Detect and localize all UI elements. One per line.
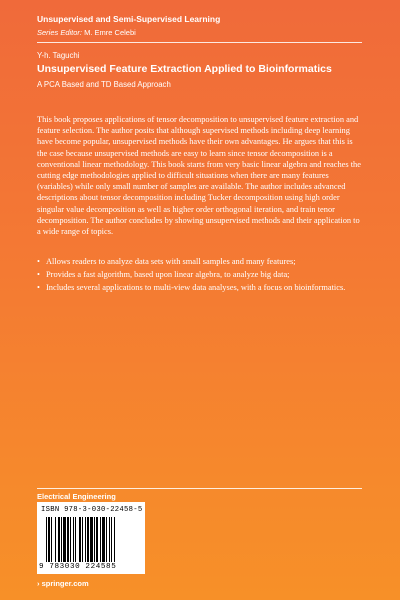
divider	[37, 488, 362, 489]
subject-category: Electrical Engineering	[37, 492, 116, 501]
book-author: Y-h. Taguchi	[37, 51, 80, 60]
barcode	[37, 502, 145, 574]
publisher-link[interactable]: › springer.com	[37, 579, 89, 588]
series-editor-label: Series Editor:	[37, 28, 83, 37]
series-editor-name: M. Emre Celebi	[84, 28, 136, 37]
book-subtitle: A PCA Based and TD Based Approach	[37, 80, 171, 89]
feature-item	[37, 269, 363, 280]
feature-text: Allows readers to analyze data sets with small samples and many features;	[46, 257, 296, 266]
bullet-icon: •	[37, 283, 40, 293]
bullet-icon: •	[37, 257, 40, 266]
barcode-digits: 9 783030 224585	[39, 563, 117, 571]
book-description: This book proposes applications of tensor decomposition to unsupervised feature extraction and feature selection. The author posits that although supervised methods including deep learning have become popular, unsupervised methods have their own advantages. He argues that this is the case because unsupervised methods are easy to learn since tensor decomposition is a conventional linear methodology. This book starts from very basic linear algebra and reaches the cutting edge methodologies applied to difficult situations when there are many features (variables) while only small number of samples are available. The author includes advanced descriptions about tensor decomposition including Tucker decomposition using high order singular value decomposition as well as higher order orthogonal iteration, and train tenor decomposition. The author concludes by showing unsupervised methods and their application to a wide range of topics.	[37, 115, 361, 237]
book-title: Unsupervised Feature Extraction Applied to Bioinformatics	[37, 63, 332, 75]
feature-text: Includes several applications to multi-view data analyses, with a focus on bioinformatics.	[46, 283, 346, 293]
series-editor	[37, 28, 136, 37]
series-title: Unsupervised and Semi-Supervised Learning	[37, 14, 221, 24]
isbn-label: ISBN 978-3-030-22458-5	[41, 506, 143, 514]
divider	[37, 42, 362, 43]
barcode-icon	[46, 517, 136, 562]
bullet-icon: •	[37, 270, 40, 280]
feature-text: Provides a fast algorithm, based upon linear algebra, to analyze big data;	[46, 270, 290, 280]
feature-item	[37, 282, 363, 293]
feature-list	[37, 256, 363, 296]
feature-item	[37, 256, 363, 267]
